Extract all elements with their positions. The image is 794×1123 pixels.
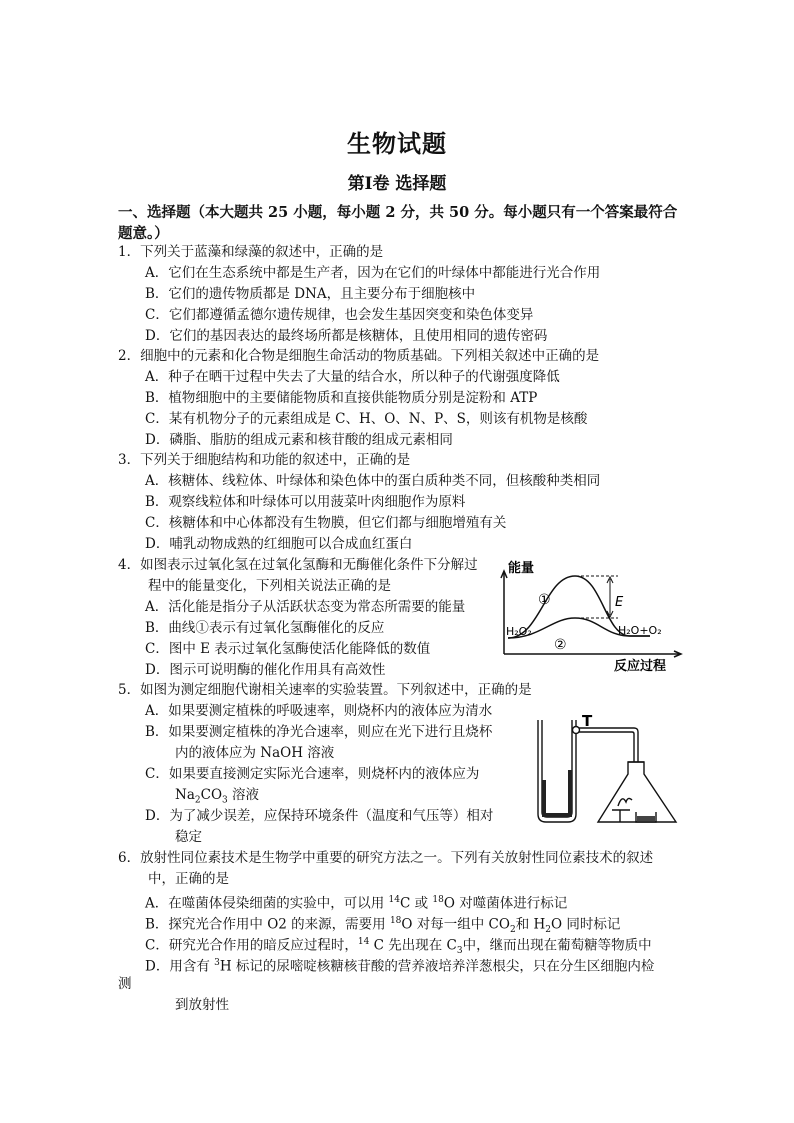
question-4-stem: 4．如图表示过氧化氢在过氧化氢酶和无酶催化条件下分解过: [118, 557, 478, 573]
question-3-stem: 3．下列关于细胞结构和功能的叙述中，正确的是: [118, 452, 411, 468]
question-5-option-d-continued: 稳定: [175, 829, 202, 845]
curve-2-label: ②: [554, 637, 567, 653]
section-heading: 第Ⅰ卷 选择题: [347, 174, 447, 194]
flask: [598, 762, 676, 822]
valve-label: T: [582, 712, 593, 730]
question-3-option-d: D．哺乳动物成熟的红细胞可以合成血红蛋白: [145, 536, 413, 552]
question-3-option-a: A．核糖体、线粒体、叶绿体和染色体中的蛋白质种类不同，但核酸种类相同: [145, 473, 601, 489]
question-6-option-c: C．研究光合作用的暗反应过程时，$^{14}$ C 先出现在 $C_3$中，继而出现在葡萄糖等物质中: [145, 937, 652, 957]
reactant-label: H₂O₂: [506, 625, 532, 638]
u-tube-liquid-right: [568, 770, 572, 817]
question-5-stem: 5．如图为测定细胞代谢相关速率的实验装置。下列叙述中，正确的是: [118, 682, 532, 698]
energy-xlabel: 反应过程: [614, 659, 667, 674]
question-3-option-b: B．观察线粒体和叶绿体可以用菠菜叶肉细胞作为原料: [145, 494, 466, 510]
plant-pot: [612, 810, 630, 822]
u-tube-inner: [542, 720, 572, 817]
question-5-option-b-continued: 内的液体应为 NaOH 溶液: [175, 745, 335, 761]
question-1-option-b: B．它们的遗传物质都是 DNA，且主要分布于细胞核中: [145, 286, 476, 302]
question-2-option-d: D．磷脂、脂肪的组成元素和核苷酸的组成元素相同: [145, 432, 453, 448]
apparatus-diagram: [530, 710, 690, 830]
question-5-option-b: B．如果要测定植株的净光合速率，则应在光下进行且烧杯: [145, 724, 493, 740]
question-1-option-d: D．它们的基因表达的最终场所都是核糖体，且使用相同的遗传密码: [145, 328, 548, 344]
curve-1-label: ①: [538, 592, 551, 608]
question-6-stem-continued: 中，正确的是: [148, 871, 229, 887]
question-2-option-c: C．某有机物分子的元素组成是 C、H、O、N、P、S，则该有机物是核酸: [145, 411, 588, 427]
question-4-option-c: C．图中 E 表示过氧化氢酶使活化能降低的数值: [145, 641, 431, 657]
product-label: H₂O+O₂: [618, 624, 662, 637]
beaker-liquid: [637, 816, 655, 821]
question-6-option-d: D．用含有 $^3$H 标记的尿嘧啶核糖核苷酸的营养液培养洋葱根尖，只在分生区细胞内检: [145, 958, 655, 975]
question-6-option-a: A．在噬菌体侵染细菌的实验中，可以用 $^{14}$C 或 $^{18}$O 对噬菌体进行标记: [145, 895, 568, 912]
question-6-option-d-wrap: 测: [118, 976, 132, 992]
question-1-option-c: C．它们都遵循孟德尔遗传规律，也会发生基因突变和染色体变异: [145, 307, 534, 323]
u-tube-liquid-left: [542, 780, 546, 817]
question-5-option-d: D．为了减少误差，应保持环境条件（温度和气压等）相对: [145, 808, 494, 824]
question-4-option-a: A．活化能是指分子从活跃状态变为常态所需要的能量: [145, 599, 466, 615]
question-1-stem: 1．下列关于蓝藻和绿藻的叙述中，正确的是: [118, 244, 384, 260]
page-title: 生物试题: [347, 129, 447, 158]
connecting-tube: [576, 728, 638, 762]
question-4-stem-continued: 程中的能量变化，下列相关说法正确的是: [148, 578, 391, 594]
question-6-stem: 6．放射性同位素技术是生物学中重要的研究方法之一。下列有关放射性同位素技术的叙述: [118, 850, 654, 866]
plant-icon: [618, 798, 632, 806]
energy-e-label: E: [615, 595, 624, 610]
valve-icon: [573, 727, 580, 734]
question-2-stem: 2．细胞中的元素和化合物是细胞生命活动的物质基础。下列相关叙述中正确的是: [118, 348, 600, 364]
question-5-option-a: A．如果要测定植株的呼吸速率，则烧杯内的液体应为清水: [145, 703, 493, 719]
question-4-option-b: B．曲线①表示有过氧化氢酶催化的反应: [145, 620, 385, 636]
question-2-option-a: A．种子在晒干过程中失去了大量的结合水，所以种子的代谢强度降低: [145, 369, 560, 385]
question-5-option-c: C．如果要直接测定实际光合速率，则烧杯内的液体应为: [145, 766, 480, 782]
question-6-option-b: B．探究光合作用中 O2 的来源，需要用 $^{18}$O 对每一组中 $CO_2$和 $H_2O$ 同时标记: [145, 916, 621, 936]
question-1-option-a: A．它们在生态系统中都是生产者，因为在它们的叶绿体中都能进行光合作用: [145, 265, 601, 281]
question-4-option-d: D．图示可说明酶的催化作用具有高效性: [145, 662, 386, 678]
question-2-option-b: B．植物细胞中的主要储能物质和直接供能物质分别是淀粉和 ATP: [145, 390, 538, 406]
question-3-option-c: C．核糖体和中心体都没有生物膜，但它们都与细胞增殖有关: [145, 515, 507, 531]
question-5-option-c-continued: $Na_2CO_3$ 溶液: [175, 787, 260, 806]
question-6-option-d-tail: 到放射性: [175, 997, 229, 1013]
energy-diagram: [490, 558, 690, 678]
connecting-tube-inner: [576, 732, 634, 762]
section-instructions: 一、选择题（本大题共 25 小题，每小题 2 分，共 50 分。每小题只有一个答案最符合题意。）: [118, 204, 678, 242]
energy-ylabel: 能量: [508, 561, 535, 576]
